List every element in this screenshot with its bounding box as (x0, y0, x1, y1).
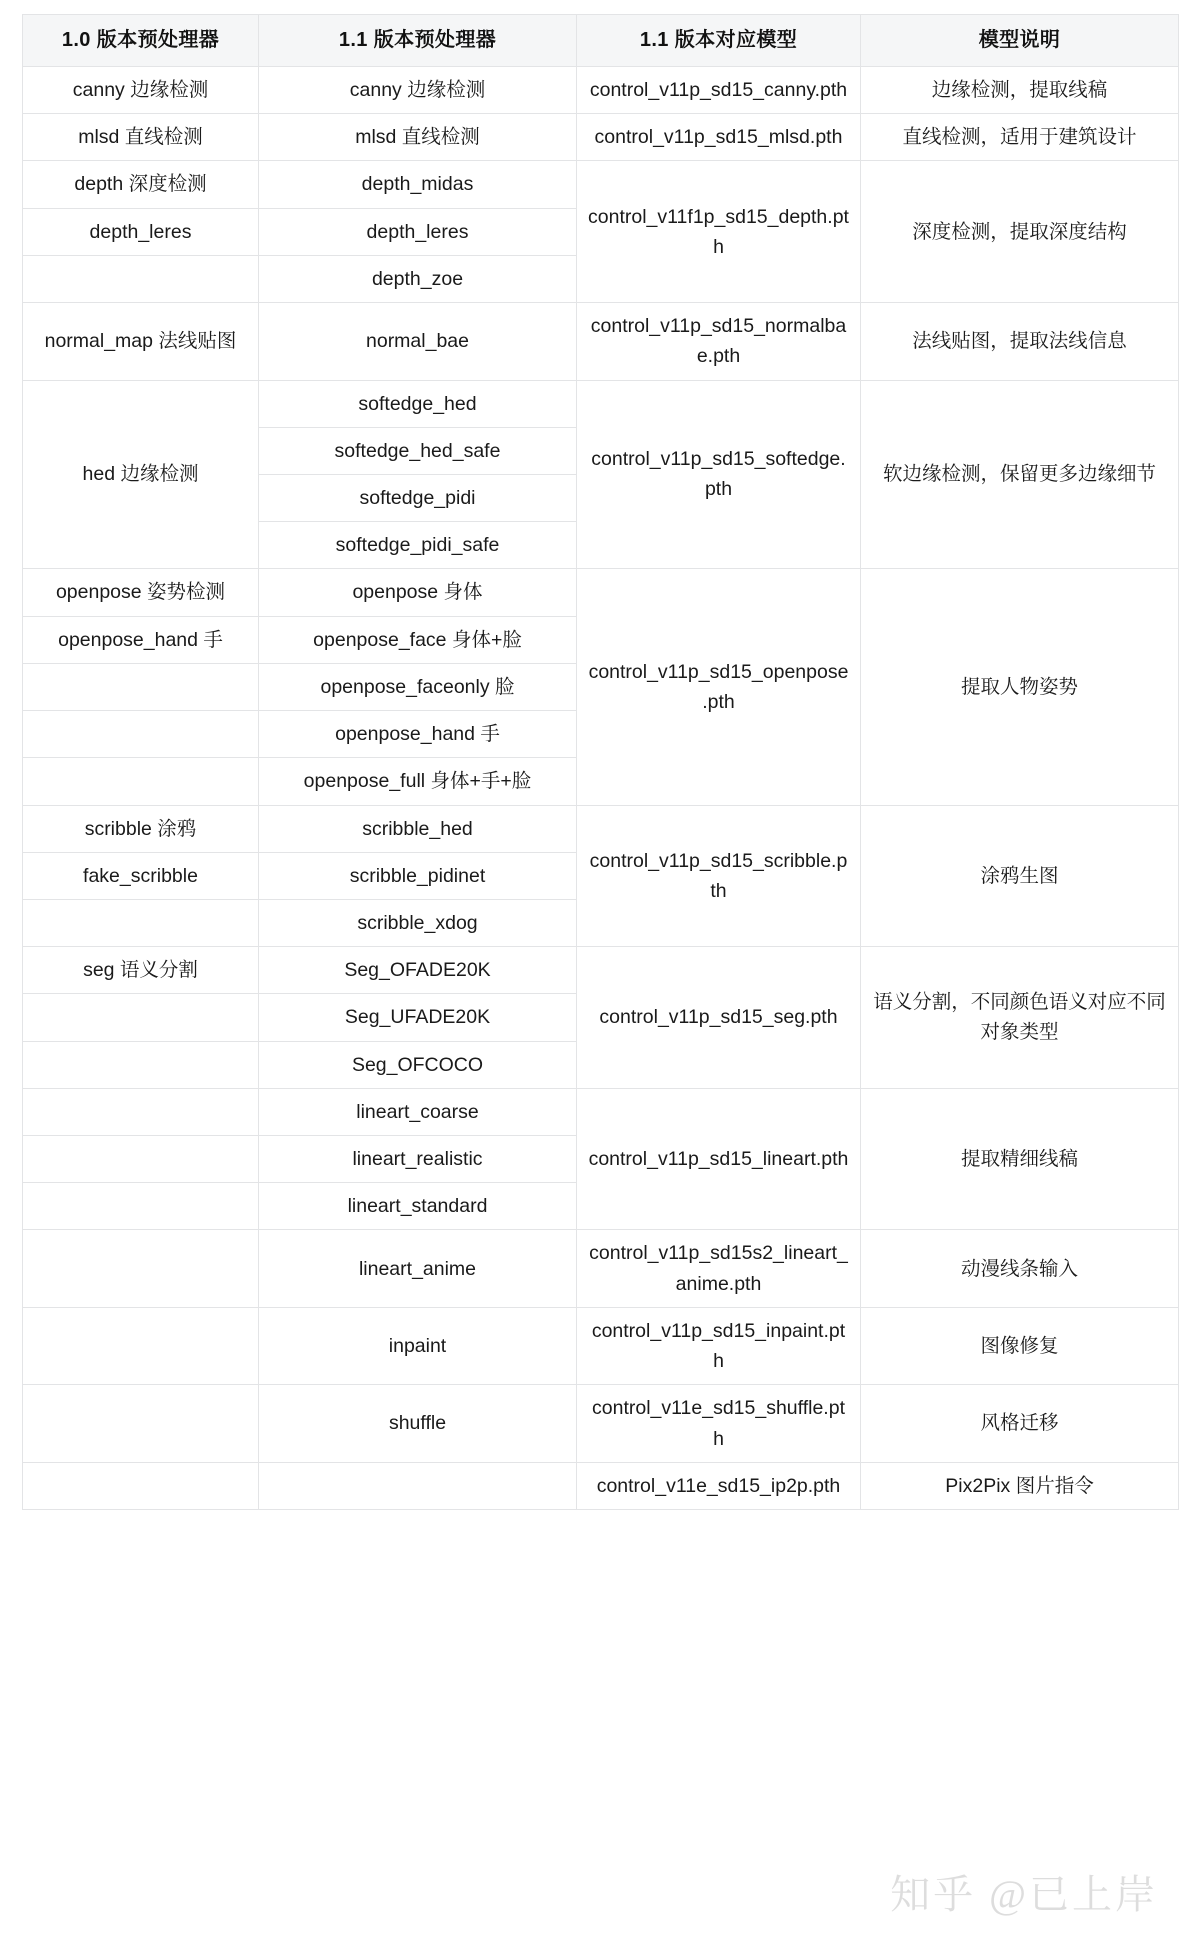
cell-model-name: control_v11p_sd15_scribble.pth (577, 805, 861, 947)
zhihu-watermark: 知乎 @已上岸 (890, 1872, 1158, 1917)
column-header-old-preprocessor: 1.0 版本预处理器 (23, 15, 259, 67)
cell-new-preprocessor: depth_leres (259, 208, 577, 255)
cell-new-preprocessor: openpose_face 身体+脸 (259, 616, 577, 663)
cell-new-preprocessor: canny 边缘检测 (259, 67, 577, 114)
table-header-row (23, 15, 1179, 67)
cell-old-preprocessor (23, 1088, 259, 1135)
table-row (23, 114, 1179, 161)
cell-new-preprocessor: openpose_hand 手 (259, 711, 577, 758)
cell-model-name: control_v11f1p_sd15_depth.pth (577, 161, 861, 303)
cell-old-preprocessor (23, 1230, 259, 1307)
cell-model-name: control_v11p_sd15_inpaint.pth (577, 1307, 861, 1384)
cell-old-preprocessor: fake_scribble (23, 852, 259, 899)
cell-model-description: 提取精细线稿 (861, 1088, 1179, 1230)
cell-model-name: control_v11p_sd15_openpose.pth (577, 569, 861, 805)
cell-model-description: 直线检测，适用于建筑设计 (861, 114, 1179, 161)
cell-old-preprocessor: normal_map 法线贴图 (23, 303, 259, 380)
table-row (23, 947, 1179, 994)
cell-old-preprocessor (23, 994, 259, 1041)
column-header-new-preprocessor: 1.1 版本预处理器 (259, 15, 577, 67)
table-row (23, 569, 1179, 616)
table-row (23, 805, 1179, 852)
cell-new-preprocessor: Seg_OFADE20K (259, 947, 577, 994)
cell-model-name: control_v11p_sd15_lineart.pth (577, 1088, 861, 1230)
cell-model-description: 涂鸦生图 (861, 805, 1179, 947)
cell-old-preprocessor: depth 深度检测 (23, 161, 259, 208)
table-row (23, 380, 1179, 427)
cell-model-name: control_v11p_sd15_mlsd.pth (577, 114, 861, 161)
cell-model-name: control_v11e_sd15_shuffle.pth (577, 1385, 861, 1462)
table-row (23, 303, 1179, 380)
cell-old-preprocessor: hed 边缘检测 (23, 380, 259, 569)
cell-new-preprocessor: Seg_UFADE20K (259, 994, 577, 1041)
cell-model-name: control_v11e_sd15_ip2p.pth (577, 1462, 861, 1509)
cell-new-preprocessor: shuffle (259, 1385, 577, 1462)
cell-old-preprocessor (23, 1307, 259, 1384)
cell-model-name: control_v11p_sd15_canny.pth (577, 67, 861, 114)
cell-old-preprocessor: mlsd 直线检测 (23, 114, 259, 161)
table-row (23, 67, 1179, 114)
cell-old-preprocessor (23, 1385, 259, 1462)
cell-new-preprocessor: openpose_faceonly 脸 (259, 663, 577, 710)
table-row (23, 161, 1179, 208)
cell-old-preprocessor (23, 255, 259, 302)
cell-new-preprocessor: lineart_standard (259, 1183, 577, 1230)
cell-model-description: 风格迁移 (861, 1385, 1179, 1462)
cell-old-preprocessor: scribble 涂鸦 (23, 805, 259, 852)
cell-old-preprocessor: depth_leres (23, 208, 259, 255)
cell-old-preprocessor: openpose 姿势检测 (23, 569, 259, 616)
cell-old-preprocessor (23, 663, 259, 710)
cell-new-preprocessor: openpose_full 身体+手+脸 (259, 758, 577, 805)
cell-new-preprocessor: scribble_pidinet (259, 852, 577, 899)
table-header (23, 15, 1179, 67)
cell-model-description: 边缘检测，提取线稿 (861, 67, 1179, 114)
cell-new-preprocessor: softedge_pidi_safe (259, 522, 577, 569)
cell-new-preprocessor: normal_bae (259, 303, 577, 380)
cell-old-preprocessor (23, 899, 259, 946)
cell-model-description: 图像修复 (861, 1307, 1179, 1384)
cell-old-preprocessor: seg 语义分割 (23, 947, 259, 994)
cell-old-preprocessor: canny 边缘检测 (23, 67, 259, 114)
cell-old-preprocessor (23, 711, 259, 758)
column-header-description: 模型说明 (861, 15, 1179, 67)
column-header-model: 1.1 版本对应模型 (577, 15, 861, 67)
cell-new-preprocessor: lineart_realistic (259, 1136, 577, 1183)
cell-new-preprocessor (259, 1462, 577, 1509)
cell-new-preprocessor: Seg_OFCOCO (259, 1041, 577, 1088)
cell-model-name: control_v11p_sd15_seg.pth (577, 947, 861, 1089)
cell-old-preprocessor (23, 1183, 259, 1230)
cell-new-preprocessor: scribble_hed (259, 805, 577, 852)
cell-old-preprocessor (23, 758, 259, 805)
cell-model-description: 语义分割，不同颜色语义对应不同对象类型 (861, 947, 1179, 1089)
cell-old-preprocessor (23, 1462, 259, 1509)
cell-new-preprocessor: mlsd 直线检测 (259, 114, 577, 161)
cell-new-preprocessor: openpose 身体 (259, 569, 577, 616)
table-row (23, 1462, 1179, 1509)
cell-new-preprocessor: inpaint (259, 1307, 577, 1384)
table-row (23, 1230, 1179, 1307)
cell-new-preprocessor: lineart_anime (259, 1230, 577, 1307)
cell-model-name: control_v11p_sd15s2_lineart_anime.pth (577, 1230, 861, 1307)
cell-model-description: 动漫线条输入 (861, 1230, 1179, 1307)
cell-new-preprocessor: lineart_coarse (259, 1088, 577, 1135)
cell-new-preprocessor: softedge_hed (259, 380, 577, 427)
preprocessor-model-table (22, 14, 1179, 1510)
table-row (23, 1307, 1179, 1384)
cell-old-preprocessor: openpose_hand 手 (23, 616, 259, 663)
cell-new-preprocessor: depth_zoe (259, 255, 577, 302)
cell-new-preprocessor: scribble_xdog (259, 899, 577, 946)
cell-new-preprocessor: softedge_pidi (259, 474, 577, 521)
cell-model-description: 法线贴图，提取法线信息 (861, 303, 1179, 380)
cell-model-description: 提取人物姿势 (861, 569, 1179, 805)
cell-old-preprocessor (23, 1136, 259, 1183)
cell-old-preprocessor (23, 1041, 259, 1088)
cell-model-name: control_v11p_sd15_normalbae.pth (577, 303, 861, 380)
cell-model-description: Pix2Pix 图片指令 (861, 1462, 1179, 1509)
cell-model-description: 软边缘检测，保留更多边缘细节 (861, 380, 1179, 569)
table-row (23, 1385, 1179, 1462)
cell-model-description: 深度检测，提取深度结构 (861, 161, 1179, 303)
cell-model-name: control_v11p_sd15_softedge.pth (577, 380, 861, 569)
cell-new-preprocessor: depth_midas (259, 161, 577, 208)
table-body (23, 67, 1179, 1510)
table-row (23, 1088, 1179, 1135)
cell-new-preprocessor: softedge_hed_safe (259, 427, 577, 474)
